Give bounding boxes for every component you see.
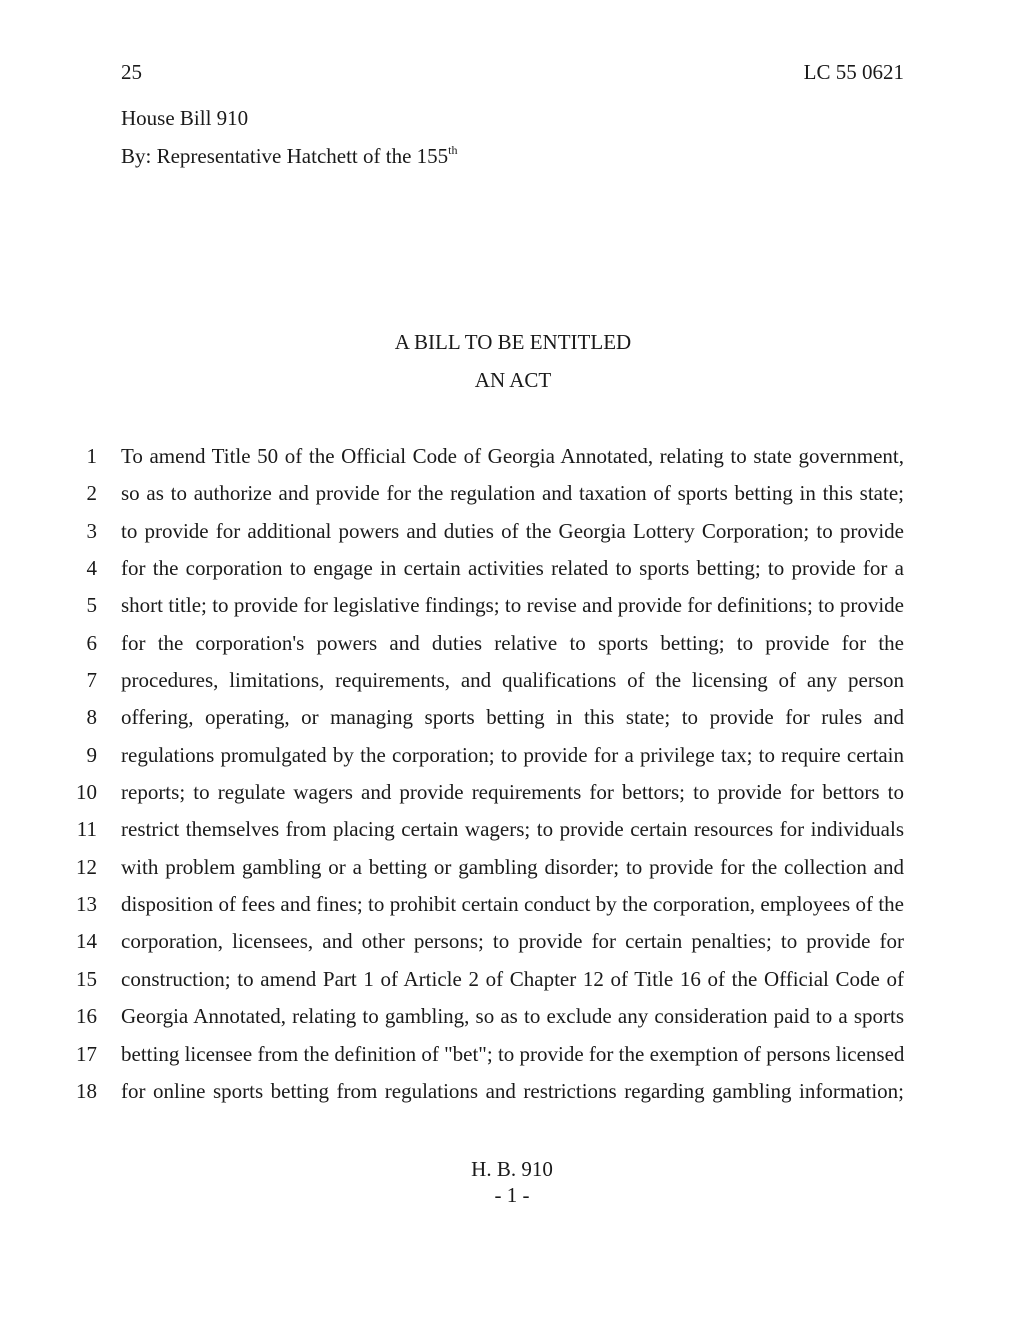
line-number: 17: [76, 1041, 97, 1066]
line-number: 10: [76, 780, 97, 805]
line-number: 1: [86, 444, 97, 468]
bill-line: [0, 777, 1024, 814]
line-number: 16: [76, 1004, 97, 1029]
bill-line: [0, 553, 1024, 590]
line-text: offering, operating, or managing sports betting in this state; to provide for rules and: [121, 705, 904, 730]
bill-line: [0, 441, 1024, 478]
bill-body: [0, 441, 1024, 1113]
line-text: Georgia Annotated, relating to gambling, so as to exclude any consideration paid to a sports: [121, 1004, 904, 1029]
bill-line: [0, 964, 1024, 1001]
bill-line: [0, 740, 1024, 777]
bill-line: [0, 516, 1024, 553]
line-text: construction; to amend Part 1 of Article 2 of Chapter 12 of Title 16 of the Official Code of: [121, 966, 904, 991]
line-number: 12: [76, 854, 97, 879]
line-number: 5: [86, 593, 97, 618]
footer-page-number: - 1 -: [494, 1183, 530, 1207]
line-number: 3: [86, 518, 97, 543]
line-text: reports; to regulate wagers and provide requirements for bettors; to provide for bettors to: [121, 780, 904, 805]
bill-line: [0, 590, 1024, 627]
sponsor-ordinal-suffix: th: [448, 143, 458, 157]
line-text: To amend Title 50 of the Official Code of Georgia Annotated, relating to state government,: [121, 444, 904, 468]
line-text: procedures, limitations, requirements, and qualifications of the licensing of any person: [121, 668, 904, 693]
line-number: 7: [86, 668, 97, 693]
bill-line: [0, 1001, 1024, 1038]
sponsor-line: [121, 144, 458, 169]
line-number: 11: [76, 817, 97, 842]
bill-heading: A BILL TO BE ENTITLED: [394, 330, 632, 354]
bill-line: [0, 852, 1024, 889]
bill-line: [0, 889, 1024, 926]
line-number: 2: [86, 481, 97, 506]
bill-line: [0, 665, 1024, 702]
line-text: for the corporation's powers and duties relative to sports betting; to provide for the: [121, 630, 904, 655]
page-code: 25: [121, 60, 142, 84]
line-text: for the corporation to engage in certain activities related to sports betting; to provide for a: [121, 556, 904, 581]
line-number: 4: [86, 556, 97, 581]
bill-title: House Bill 910: [121, 106, 249, 130]
line-text: for online sports betting from regulations and restrictions regarding gambling information;: [121, 1078, 904, 1103]
line-number: 14: [76, 929, 97, 954]
line-number: 8: [86, 705, 97, 730]
sponsor-text: By: Representative Hatchett of the 155: [121, 144, 449, 168]
line-number: 18: [76, 1078, 97, 1103]
line-text: disposition of fees and fines; to prohibit certain conduct by the corporation, employees of the: [121, 892, 904, 917]
footer-bill-reference: H. B. 910: [471, 1157, 553, 1181]
act-heading: AN ACT: [474, 368, 552, 392]
bill-line: [0, 1039, 1024, 1076]
line-number: 6: [86, 630, 97, 655]
line-text: short title; to provide for legislative findings; to revise and provide for definitions; to provide: [121, 593, 904, 618]
bill-line: [0, 1076, 1024, 1113]
line-text: to provide for additional powers and duties of the Georgia Lottery Corporation; to provide: [121, 518, 904, 543]
bill-line: [0, 478, 1024, 515]
bill-line: [0, 702, 1024, 739]
bill-line: [0, 926, 1024, 963]
document-code: LC 55 0621: [803, 60, 904, 84]
bill-line: [0, 628, 1024, 665]
line-number: 9: [86, 742, 97, 767]
line-text: with problem gambling or a betting or gambling disorder; to provide for the collection and: [121, 854, 904, 879]
line-text: corporation, licensees, and other persons; to provide for certain penalties; to provide for: [121, 929, 904, 954]
line-text: restrict themselves from placing certain wagers; to provide certain resources for individuals: [121, 817, 904, 842]
line-text: betting licensee from the definition of "bet"; to provide for the exemption of persons licensed: [121, 1041, 905, 1066]
line-text: so as to authorize and provide for the regulation and taxation of sports betting in this state;: [121, 481, 904, 506]
line-text: regulations promulgated by the corporation; to provide for a privilege tax; to require certain: [121, 742, 904, 767]
line-number: 13: [76, 892, 97, 917]
bill-line: [0, 814, 1024, 851]
line-number: 15: [76, 966, 97, 991]
